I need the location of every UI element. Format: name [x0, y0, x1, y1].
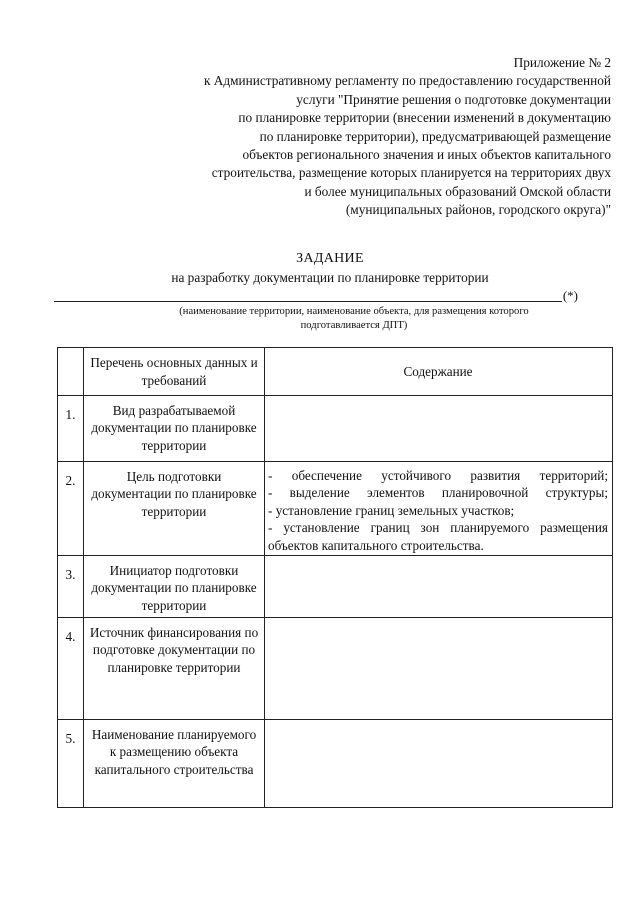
header-content: Содержание: [265, 348, 613, 396]
table-header-row: [58, 348, 613, 396]
row-number: 4.: [58, 618, 84, 720]
row-requirement: Инициатор подготовки документации по планировке территории: [84, 556, 265, 618]
appendix-line: Приложение № 2: [513, 55, 611, 70]
appendix-line: (муниципальных районов, городского округа)": [345, 202, 611, 218]
field-hint-line: подготавливается ДПТ): [300, 319, 408, 331]
appendix-line: по планировке территории (внесении изменений в документацию: [238, 110, 611, 126]
header-requirements: Перечень основных данных и требований: [84, 348, 265, 396]
content-line: - обеспечение устойчивого развития территорий;: [268, 468, 608, 483]
row-requirement: Вид разрабатываемой документации по планировке территории: [84, 396, 265, 462]
field-hint-line: (наименование территории, наименование объекта, для размещения которого: [179, 306, 529, 317]
territory-name-field: [54, 289, 578, 303]
row-number: 3.: [58, 556, 84, 618]
row-requirement: Цель подготовки документации по планировке территории: [84, 462, 265, 556]
row-content: [265, 396, 613, 462]
content-line: - установление границ земельных участков;: [268, 502, 515, 518]
row-content: [265, 720, 613, 808]
row-requirement: Источник финансирования по подготовке документации по планировке территории: [84, 618, 265, 720]
row-number: 5.: [58, 720, 84, 808]
content-line: объектов капитального строительства.: [268, 537, 484, 553]
task-table: [57, 347, 613, 808]
appendix-header: [91, 54, 611, 220]
header-num-cell: [58, 348, 84, 396]
row-content: [265, 556, 613, 618]
field-hint: [54, 305, 640, 332]
content-line: - установление границ зон планируемого размещения: [268, 520, 608, 536]
row-requirement: Наименование планируемого к размещению объекта капитального строительства: [84, 720, 265, 808]
table-row: [58, 396, 613, 462]
appendix-line: услуги "Принятие решения о подготовке документации: [296, 91, 611, 107]
table-row: [58, 720, 613, 808]
underline: [54, 301, 562, 302]
appendix-line: и более муниципальных образований Омской области: [304, 183, 611, 199]
appendix-line: к Административному регламенту по предоставлению государственной: [203, 73, 611, 89]
table-row: [58, 462, 613, 556]
row-content: [265, 462, 613, 556]
appendix-line: строительства, размещение которых планируется на территориях двух: [211, 165, 611, 181]
content-line: - выделение элементов планировочной структуры;: [268, 485, 608, 501]
row-number: 2.: [58, 462, 84, 556]
table-row: [58, 556, 613, 618]
footnote-mark: (*): [562, 288, 578, 303]
document-title: ЗАДАНИЕ: [296, 251, 364, 266]
row-number: 1.: [58, 396, 84, 462]
appendix-line: по планировке территории), предусматривающей размещение: [259, 128, 611, 144]
table-row: [58, 618, 613, 720]
appendix-line: объектов регионального значения и иных объектов капитального: [242, 147, 611, 163]
document-subtitle: на разработку документации по планировке территории: [171, 270, 489, 285]
row-content: [265, 618, 613, 720]
